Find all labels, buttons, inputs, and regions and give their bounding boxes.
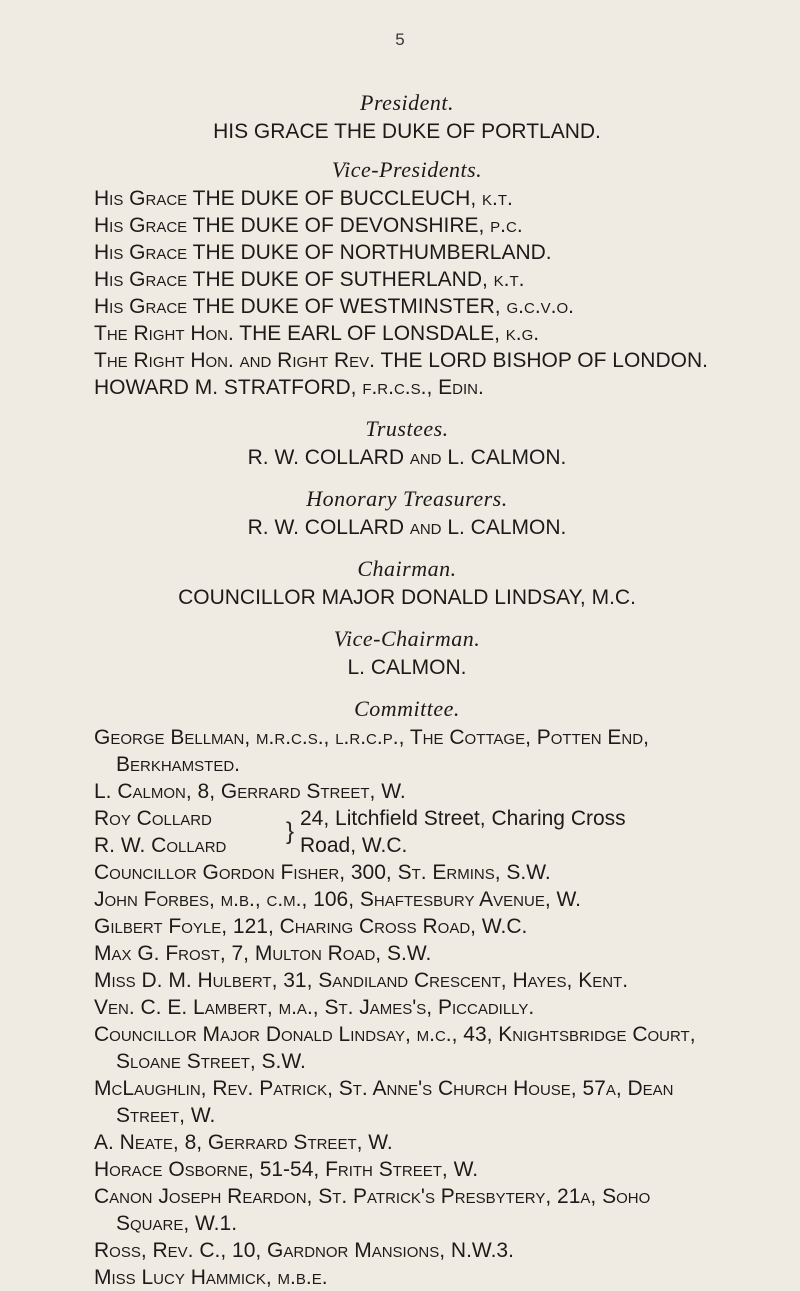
committee-entry: Gilbert Foyle, 121, Charing Cross Road, W.C. [94,915,528,938]
committee-entry: Canon Joseph Reardon, St. Patrick's Presbytery, 21a, Soho Square, W.1. [94,1185,651,1235]
committee-entry: John Forbes, m.b., c.m., 106, Shaftesbury Avenue, W. [94,888,581,911]
trustees-names: R. W. COLLARD and L. CALMON. [247,446,567,469]
committee-entry: L. Calmon, 8, Gerrard Street, W. [94,780,406,803]
committee-entry: Max G. Frost, 7, Multon Road, S.W. [94,942,432,965]
vice-president-entry: HOWARD M. STRATFORD, f.r.c.s., Edin. [94,376,484,399]
vice-president-entry: His Grace THE DUKE OF WESTMINSTER, g.c.v.o. [94,295,574,318]
collard-name: R. W. Collard [94,834,227,857]
committee-entry: McLaughlin, Rev. Patrick, St. Anne's Church House, 57a, Dean Street, W. [94,1077,674,1127]
committee-entry: Miss Lucy Hammick, m.b.e. [94,1266,328,1289]
vice-chairman-heading: Vice-Chairman. [333,626,481,651]
vice-president-entry: The Right Hon. THE EARL OF LONSDALE, k.g. [94,322,540,345]
president-name: HIS GRACE THE DUKE OF PORTLAND. [213,120,601,143]
collard-name: Roy Collard [94,807,212,830]
officers-list [94,88,720,1291]
committee-entry: A. Neate, 8, Gerrard Street, W. [94,1131,393,1154]
treasurers-heading: Honorary Treasurers. [306,486,508,511]
collard-address: 24, Litchfield Street, Charing Cross [300,807,626,830]
vice-president-entry: His Grace THE DUKE OF SUTHERLAND, k.t. [94,268,525,291]
committee-entry: Ven. C. E. Lambert, m.a., St. James's, Piccadilly. [94,996,535,1019]
president-heading: President. [360,90,454,115]
collard-entries [94,805,720,859]
treasurers-names: R. W. COLLARD and L. CALMON. [247,516,567,539]
brace-glyph: } [286,818,295,845]
committee-entry: Ross, Rev. C., 10, Gardnor Mansions, N.W.3. [94,1239,514,1262]
collard-address: Road, W.C. [300,834,408,857]
chairman-name: COUNCILLOR MAJOR DONALD LINDSAY, M.C. [178,586,636,609]
vice-president-entry: The Right Hon. and Right Rev. THE LORD BISHOP OF LONDON. [94,349,708,372]
vice-president-entry: His Grace THE DUKE OF NORTHUMBERLAND. [94,241,552,264]
vice-chairman-name: L. CALMON. [347,656,467,679]
trustees-heading: Trustees. [365,416,449,441]
committee-entry: George Bellman, m.r.c.s., l.r.c.p., The Cottage, Potten End, Berkhamsted. [94,726,649,776]
page-number: 5 [395,30,405,49]
committee-entry: Councillor Gordon Fisher, 300, St. Ermins, S.W. [94,861,551,884]
vice-president-entry: His Grace THE DUKE OF BUCCLEUCH, k.t. [94,187,513,210]
vice-president-entry: His Grace THE DUKE OF DEVONSHIRE, p.c. [94,214,523,237]
committee-entry: Horace Osborne, 51-54, Frith Street, W. [94,1158,479,1181]
chairman-heading: Chairman. [357,556,457,581]
committee-entry: Councillor Major Donald Lindsay, m.c., 43, Knightsbridge Court, Sloane Street, S.W. [94,1023,696,1073]
vice-presidents-heading: Vice-Presidents. [331,157,483,182]
committee-heading: Committee. [354,696,460,721]
committee-entry: Miss D. M. Hulbert, 31, Sandiland Crescent, Hayes, Kent. [94,969,629,992]
